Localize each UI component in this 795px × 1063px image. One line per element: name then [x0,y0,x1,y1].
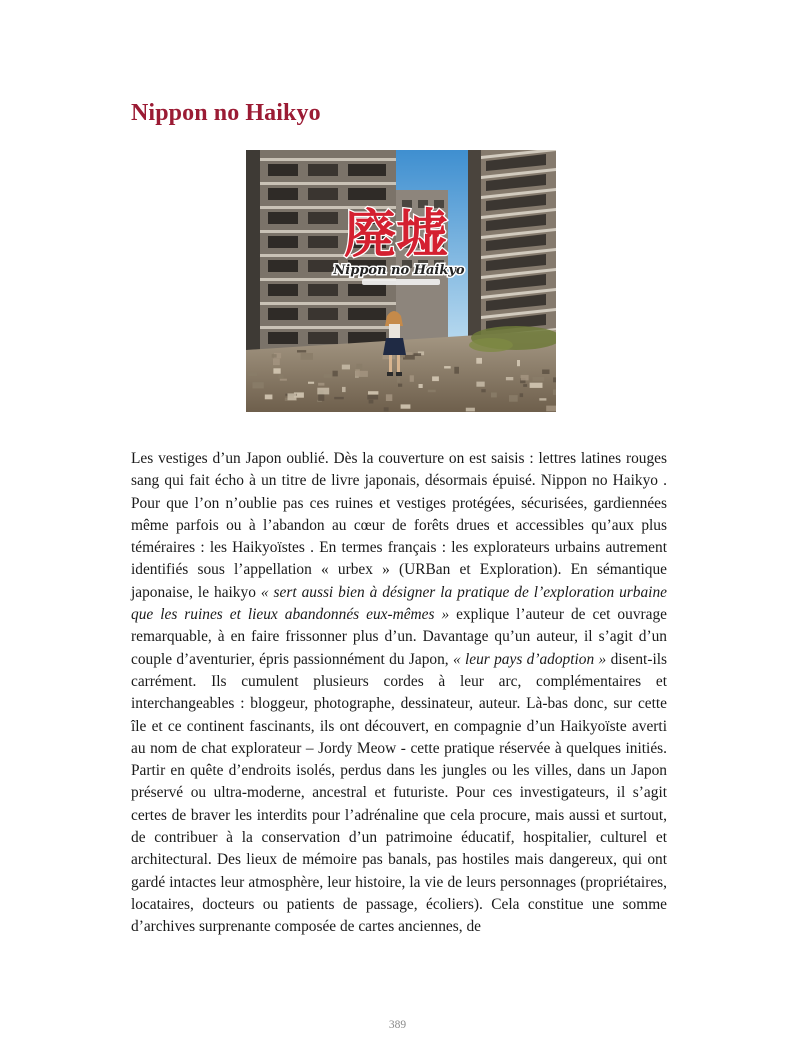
body-quote-2: « leur pays d’adoption » [452,650,607,668]
body-paragraph [131,448,667,939]
cover-kanji-title: 廃墟 [343,205,449,265]
body-quote-1: « sert aussi bien à désigner la pratique de l’exploration urbaine que les ruines et lieux abandonnés eux-mêmes » [131,583,667,624]
page-number: 389 [388,1019,407,1031]
cover-subtitle-band [362,279,440,285]
cover-latin-title: Nippon no Haikyo [333,263,465,278]
page-title: Nippon no Haikyo [131,100,321,126]
book-cover-image [246,150,556,412]
body-sentence-2: explique l’auteur de cet ouvrage remarquable, à en faire frissonner plus d’un. Davantage qu’un auteur, il s’agit d’un couple d’aventurier, épris passionnément du Japon, [131,606,667,668]
body-sentence-1: Les vestiges d’un Japon oublié. Dès la couverture on est saisis : lettres latines rouges sang qui fait écho à un titre de livre japonais, désormais épuisé. Nippon no Haikyo . Pour que l’on n’oublie pas ces ruines et vestiges protégées, sécurisées, gardiennées même parfois ou à l’abandon au cœur de forêts drues et accessibles qu’aux plus téméraires : les Haikyoïstes . En termes français : les explorateurs urbains autrement identifiés sous l’appellation « urbex » (URBan et Exploration). En sémantique japonaise, le haikyo [131,450,667,601]
body-sentence-3: disent-ils carrément. Ils cumulent plusieurs cordes à leur arc, complémentaires et interchangeables : bloggeur, photographe, dessinateur, auteur. Là-bas donc, sur cette île et ce continent fascinants, ils ont découvert, en compagnie d’un Haikyoïste averti au nom de chat explorateur – Jordy Meow - cette pratique réservée à quelques initiés. Partir en quête d’endroits isolés, perdus dans les jungles ou les villes, dans un Japon préservé ou ultra-moderne, ancestral et futuriste. Pour ces investigateurs, il s’agit certes de braver les interdits pour l’adrénaline que cela procure, mais aussi et surtout, de contribuer à la conservation d’un patrimoine éducatif, hospitalier, culturel et architectural. Des lieux de mémoire pas banals, pas hostiles mais dangereux, qui ont gardé intactes leur atmosphère, leur histoire, la vie de leurs personnages (propriétaires, locataires, docteurs ou patients de passage, écoliers). Cela constitue une somme d’archives surprenante composée de cartes anciennes, de [131,650,667,936]
